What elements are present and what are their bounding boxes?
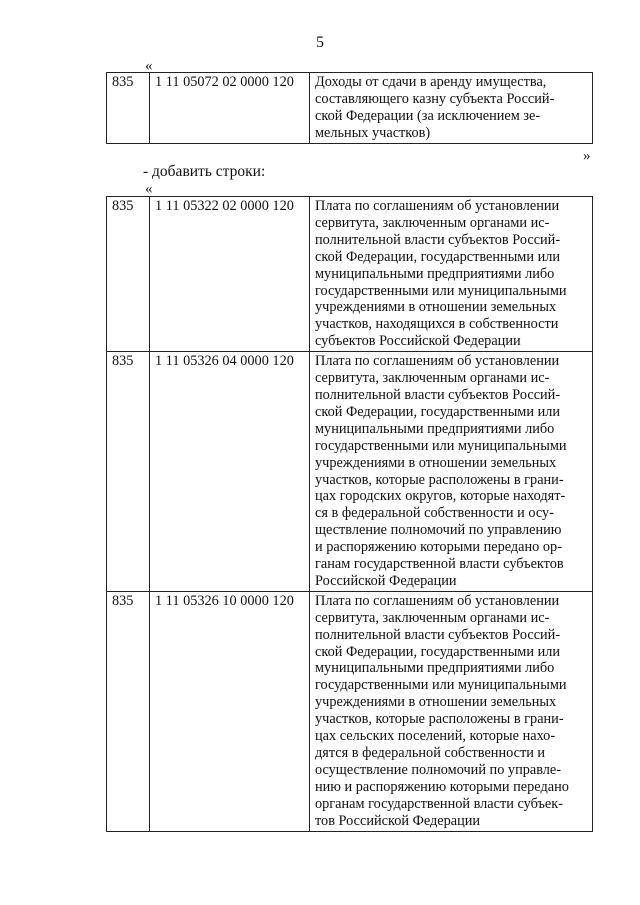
description-line: государственными или муниципальными — [315, 677, 567, 694]
closing-quote: » — [583, 148, 591, 164]
admin-code-cell: 835 — [107, 73, 150, 144]
page-number: 5 — [316, 34, 324, 51]
description-line: осуществление полномочий по управле- — [315, 761, 562, 778]
revenue-description-cell — [310, 197, 593, 352]
description-line: цах городских округов, которые находят- — [315, 488, 566, 505]
description-line: учреждениями в отношении земельных — [315, 299, 557, 316]
description-line: ской Федерации, государственными или — [315, 403, 561, 420]
description-line: Доходы от сдачи в аренду имущества, — [315, 74, 547, 90]
revenue-description-cell — [310, 73, 593, 144]
revenue-code-cell: 1 11 05322 02 0000 120 — [150, 197, 310, 352]
opening-quote-2: « — [145, 181, 153, 197]
description-line: ганам государственной власти субъектов — [315, 556, 564, 573]
description-line: муниципальными предприятиями либо — [315, 420, 555, 437]
description-line: сервитута, заключенным органами ис- — [315, 214, 550, 231]
description-line: ществление полномочий по управлению — [315, 522, 562, 539]
revenue-code-cell: 1 11 05326 04 0000 120 — [150, 352, 310, 592]
revenue-code-cell: 1 11 05072 02 0000 120 — [150, 73, 310, 144]
description-line: полнительной власти субъектов Россий- — [315, 231, 561, 248]
description-line: учреждениями в отношении земельных — [315, 454, 557, 471]
description-line: сервитута, заключенным органами ис- — [315, 370, 550, 387]
description-line: Плата по соглашениям об установлении — [315, 198, 560, 214]
table-row — [107, 73, 593, 144]
table-existing-row — [106, 72, 593, 144]
admin-code-cell: 835 — [107, 591, 150, 831]
description-line: дятся в федеральной собственности и — [315, 745, 546, 761]
description-line: органам государственной власти субъек- — [315, 795, 563, 812]
revenue-description-cell — [310, 591, 593, 831]
table-row — [107, 591, 593, 831]
revenue-description-cell — [310, 352, 593, 592]
table-row — [107, 197, 593, 352]
description-line: Плата по соглашениям об установлении — [315, 592, 560, 609]
description-line: ской Федерации, государственными или — [315, 643, 561, 660]
description-line: ской Федерации (за исключением зе- — [315, 107, 541, 124]
description-line: государственными или муниципальными — [315, 437, 567, 454]
admin-code-cell: 835 — [107, 197, 150, 352]
description-line: государственными или муниципальными — [315, 282, 567, 299]
description-line: Плата по соглашениям об установлении — [315, 353, 560, 370]
description-line: Российской Федерации — [315, 572, 457, 589]
description-line: цах сельских поселений, которые нахо- — [315, 728, 556, 745]
description-line: субъектов Российской Федерации — [315, 333, 521, 350]
opening-quote: « — [145, 58, 153, 74]
description-line: муниципальными предприятиями либо — [315, 265, 555, 282]
description-line: нию и распоряжению которыми передано — [315, 778, 569, 795]
table-added-rows — [106, 196, 593, 832]
description-line: ской Федерации, государственными или — [315, 248, 561, 265]
description-line: муниципальными предприятиями либо — [315, 660, 555, 677]
description-line: участков, которые расположены в грани- — [315, 711, 564, 728]
revenue-code-cell: 1 11 05326 10 0000 120 — [150, 591, 310, 831]
description-line: ся в федеральной собственности и осу- — [315, 505, 554, 522]
description-line: и распоряжению которыми передано ор- — [315, 539, 562, 556]
description-line: полнительной власти субъектов Россий- — [315, 626, 561, 643]
instruction-text: - добавить строки: — [143, 163, 266, 180]
description-line: учреждениями в отношении земельных — [315, 694, 557, 711]
table-row — [107, 352, 593, 592]
description-line: составляющего казну субъекта Россий- — [315, 90, 555, 107]
description-line: сервитута, заключенным органами ис- — [315, 609, 550, 626]
description-line: полнительной власти субъектов Россий- — [315, 386, 561, 403]
description-line: мельных участков) — [315, 124, 431, 141]
description-line: участков, которые расположены в грани- — [315, 471, 564, 488]
admin-code-cell: 835 — [107, 352, 150, 592]
description-line: тов Российской Федерации — [315, 812, 481, 829]
description-line: участков, находящихся в собственности — [315, 316, 559, 333]
